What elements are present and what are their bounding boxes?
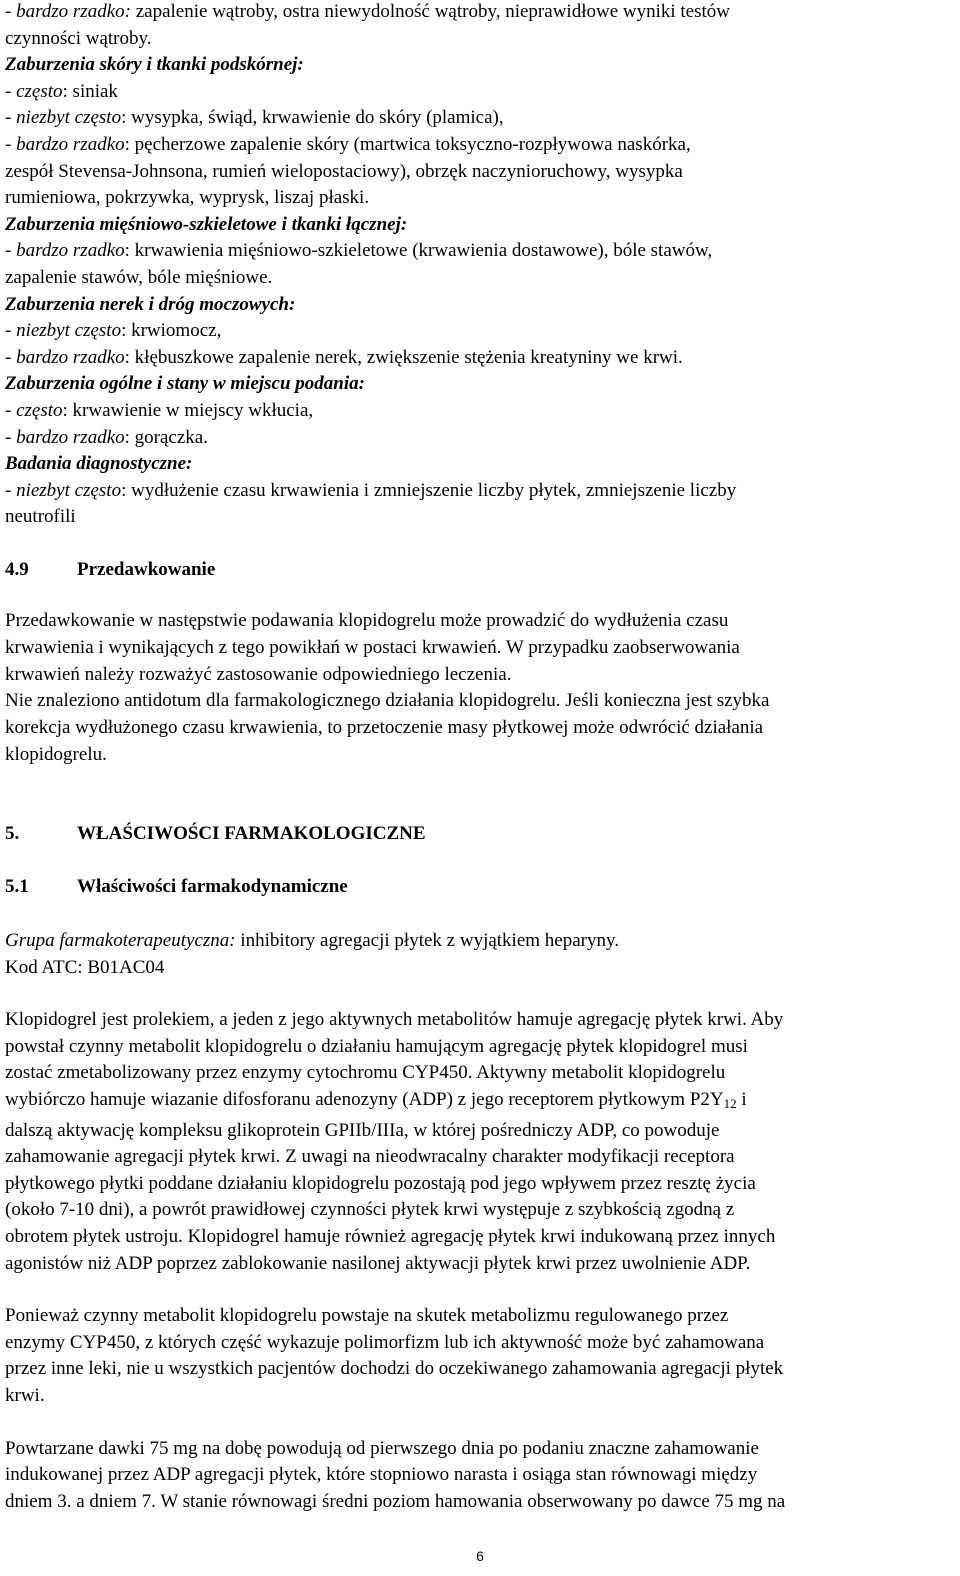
text-line: - bardzo rzadko: krwawienia mięśniowo-szkieletowe (krwawienia dostawowe), bóle stawów, [5,240,713,262]
text-line: Ponieważ czynny metabolit klopidogrelu powstaje na skutek metabolizmu regulowanego przez [5,1305,729,1327]
text-line: - niezbyt często: wydłużenie czasu krwawienia i zmniejszenie liczby płytek, zmniejszenie liczby [5,479,737,501]
text-line: dniem 3. a dniem 7. W stanie równowagi średni poziom hamowania obserwowany po dawce 75 mg na [5,1490,786,1512]
section-heading-5: 5. WŁAŚCIWOŚCI FARMAKOLOGICZNE [5,823,426,844]
text-line: enzymy CYP450, z których część wykazuje polimorfizm lub ich aktywność może być zahamowana [5,1331,765,1353]
text-line: klopidogrelu. [5,743,107,765]
category-heading-skin: Zaburzenia skóry i tkanki podskórnej: [5,54,304,76]
section-heading-4-9: 4.9 Przedawkowanie [5,559,216,580]
spacer [5,981,955,1007]
text-line: (około 7-10 dni), a powrót prawidłowej czynności płytek krwi występuje z szybkością zgodną z [5,1199,735,1221]
text-line: zahamowanie agregacji płytek krwi. Z uwagi na nieodwracalny charakter modyfikacji receptora [5,1146,735,1168]
text-line: zapalenie stawów, bóle mięśniowe. [5,266,273,288]
text-line: Powtarzane dawki 75 mg na dobę powodują od pierwszego dnia po podaniu znaczne zahamowanie [5,1437,759,1459]
text-line: agonistów niż ADP poprzez zablokowanie nasilonej aktywacji płytek krwi przez uwolnienie ADP. [5,1252,751,1274]
text-line: czynności wątroby. [5,27,152,49]
text-line: - bardzo rzadko: gorączka. [5,426,208,448]
text-line: przez inne leki, nie u wszystkich pacjentów dochodzi do oczekiwanego zahamowania agregacji płytek [5,1358,784,1380]
text-line: Nie znaleziono antidotum dla farmakologicznego działania klopidogrelu. Jeśli konieczna jest szybka [5,690,770,712]
category-heading-kidney: Zaburzenia nerek i dróg moczowych: [5,293,296,315]
overdose-section [5,608,955,769]
text-line: krwawienia i wynikających z tego powikłań w postaci krwawień. W przypadku zaobserwowania [5,636,740,658]
text-line: krwi. [5,1384,45,1406]
text-line: - niezbyt często: wysypka, świąd, krwawienie do skóry (plamica), [5,107,504,129]
category-heading-musculoskeletal: Zaburzenia mięśniowo-szkieletowe i tkanki łącznej: [5,213,408,235]
text-line: - bardzo rzadko: kłębuszkowe zapalenie nerek, zwiększenie stężenia kreatyniny we krwi. [5,346,683,368]
text-line: Grupa farmakoterapeutyczna: inhibitory agregacji płytek z wyjątkiem heparyny. [5,930,620,951]
text-line: neutrofili [5,506,76,528]
text-line: - często: krwawienie w miejscy wkłucia, [5,399,314,421]
text-line: obrotem płytek ustroju. Klopidogrel hamuje również agregację płytek krwi indukowaną przez innych [5,1225,776,1247]
text-line: - często: siniak [5,80,118,102]
spacer [5,1277,955,1303]
section-heading-5-1: 5.1 Właściwości farmakodynamiczne [5,876,348,897]
category-heading-diagnostics: Badania diagnostyczne: [5,453,193,475]
text-line: zostać zmetabolizowany przez enzymy cytochromu CYP450. Aktywny metabolit klopidogrelu [5,1062,726,1084]
text-line: Przedawkowanie w następstwie podawania klopidogrelu może prowadzić do wydłużenia czasu [5,610,729,631]
text-line: korekcja wydłużonego czasu krwawienia, to przetoczenie masy płytkowej może odwrócić działania [5,717,764,739]
text-line: - niezbyt często: krwiomocz, [5,320,222,342]
text-line: powstał czynny metabolit klopidogrelu o działaniu hamującym agregację płytek klopidogrel musi [5,1035,748,1057]
category-heading-general: Zaburzenia ogólne i stany w miejscu podania: [5,373,365,395]
text-line: - bardzo rzadko: pęcherzowe zapalenie skóry (martwica toksyczno-rozpływowa naskórka, [5,133,691,155]
spacer [5,1410,955,1436]
text-line: - bardzo rzadko: zapalenie wątroby, ostra niewydolność wątroby, nieprawidłowe wyniki testów [5,1,731,22]
text-line: płytkowego płytki poddane działaniu klopidogrelu pozostają pod jego wpływem przez resztę życia [5,1172,756,1194]
text-line: krwawień należy rozważyć zastosowanie odpowiedniego leczenia. [5,663,512,685]
text-line: dalszą aktywację kompleksu glikoprotein GPIIb/IIIa, w której pośredniczy ADP, co powoduje [5,1119,720,1141]
page-number: 6 [476,1548,484,1564]
text-line: indukowanej przez ADP agregacji płytek, które stopniowo narasta i osiąga stan równowagi między [5,1464,758,1486]
text-line: wybiórczo hamuje wiazanie difosforanu adenozyny (ADP) z jego receptorem płytkowym $P2Y_{12}$ i [5,1088,747,1111]
text-line: Klopidogrel jest prolekiem, a jeden z jego aktywnych metabolitów hamuje agregację płytek krwi. Aby [5,1009,784,1031]
atc-code: Kod ATC: B01AC04 [5,956,165,978]
text-line: zespół Stevensa-Johnsona, rumień wielopostaciowy), obrzęk naczynioruchowy, wysypka [5,160,683,182]
text-line: rumieniowa, pokrzywka, wyprysk, liszaj płaski. [5,187,370,209]
pharmacodynamics-section [5,928,955,1515]
adverse-effects-list [5,0,955,531]
